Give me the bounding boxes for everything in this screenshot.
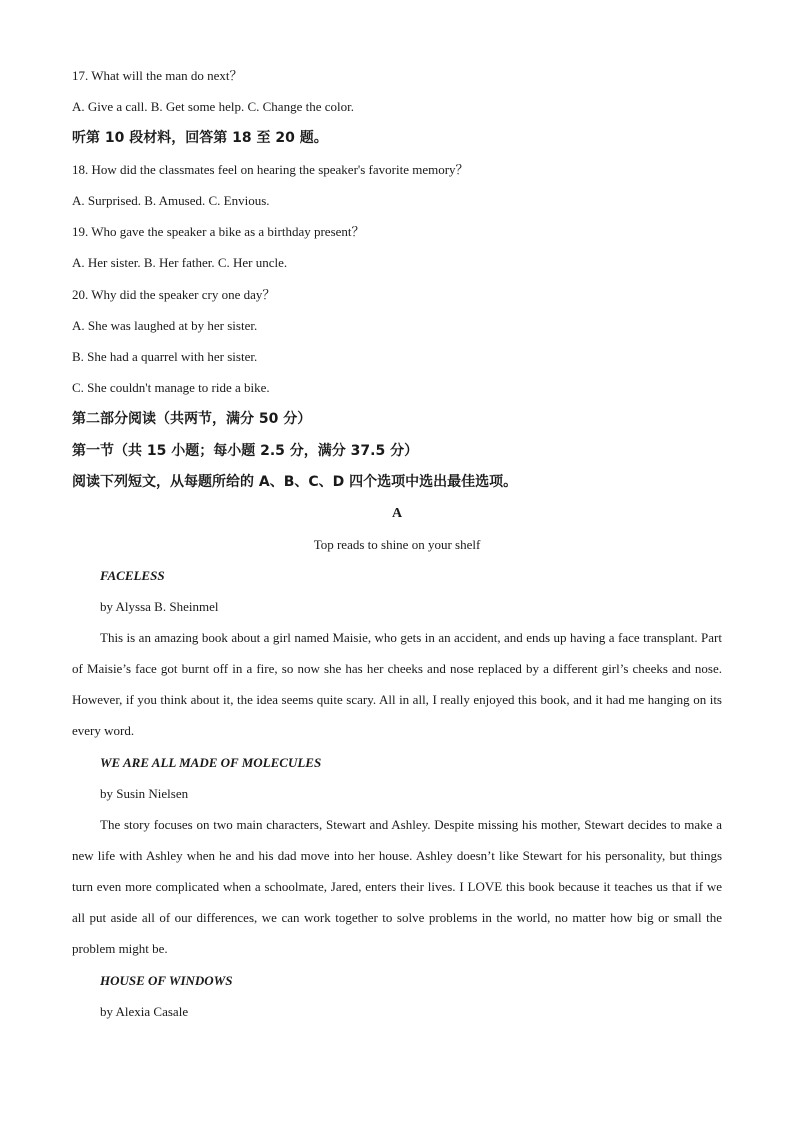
q20-option-a: A. She was laughed at by her sister. [72, 318, 258, 333]
book-review: The story focuses on two main characters, Stewart and Ashley. Despite missing his mother, Stewart decides to make a new life with Ashley when he and his dad move into her house. Ashley doesn’t like Stewart for his personality, but things turn even more complicated when a schoolmate, Jared, enters their lives. I LOVE this book because it teaches us that if we all put aside all of our differences, we can work together to solve problems in the world, no matter how big or small the problem might be. [72, 817, 722, 956]
q17-question: 17. What will the man do next？ [72, 68, 243, 83]
q18-options: A. Surprised. B. Amused. C. Envious. [72, 193, 270, 208]
book-review: This is an amazing book about a girl named Maisie, who gets in an accident, and ends up having a face transplant. Part of Maisie’s face got burnt off in a fire, so now she has her cheeks and nose replaced by a different girl’s cheeks and nose. However, if you think about it, the idea seems quite scary. All in all, I really enjoyed this book, and it had me hanging on its every word. [72, 630, 722, 738]
part2-instruction: 阅读下列短文，从每题所给的 A、B、C、D 四个选项中选出最佳选项。 [72, 474, 518, 490]
book-title: WE ARE ALL MADE OF MOLECULES [100, 755, 322, 770]
q20-option-b: B. She had a quarrel with her sister. [72, 349, 258, 364]
part2-title: 第二部分阅读（共两节，满分 50 分） [72, 411, 312, 427]
part2-section1: 第一节（共 15 小题；每小题 2.5 分，满分 37.5 分） [72, 443, 419, 459]
passage-letter: A [391, 506, 403, 521]
book-author: by Susin Nielsen [100, 786, 189, 801]
book-title: HOUSE OF WINDOWS [100, 973, 233, 988]
passage-subtitle: Top reads to shine on your shelf [313, 537, 481, 552]
book-author: by Alyssa B. Sheinmel [100, 599, 219, 614]
book-author: by Alexia Casale [100, 1004, 189, 1019]
q19-question: 19. Who gave the speaker a bike as a birthday present？ [72, 224, 365, 239]
book-title: FACELESS [100, 568, 165, 583]
q18-question: 18. How did the classmates feel on hearing the speaker's favorite memory？ [72, 162, 469, 177]
q20-option-c: C. She couldn't manage to ride a bike. [72, 380, 270, 395]
q17-options: A. Give a call. B. Get some help. C. Change the color. [72, 99, 354, 114]
q19-options: A. Her sister. B. Her father. C. Her uncle. [72, 255, 288, 270]
q20-question: 20. Why did the speaker cry one day？ [72, 287, 276, 302]
section10-header: 听第 10 段材料，回答第 18 至 20 题。 [72, 130, 328, 146]
